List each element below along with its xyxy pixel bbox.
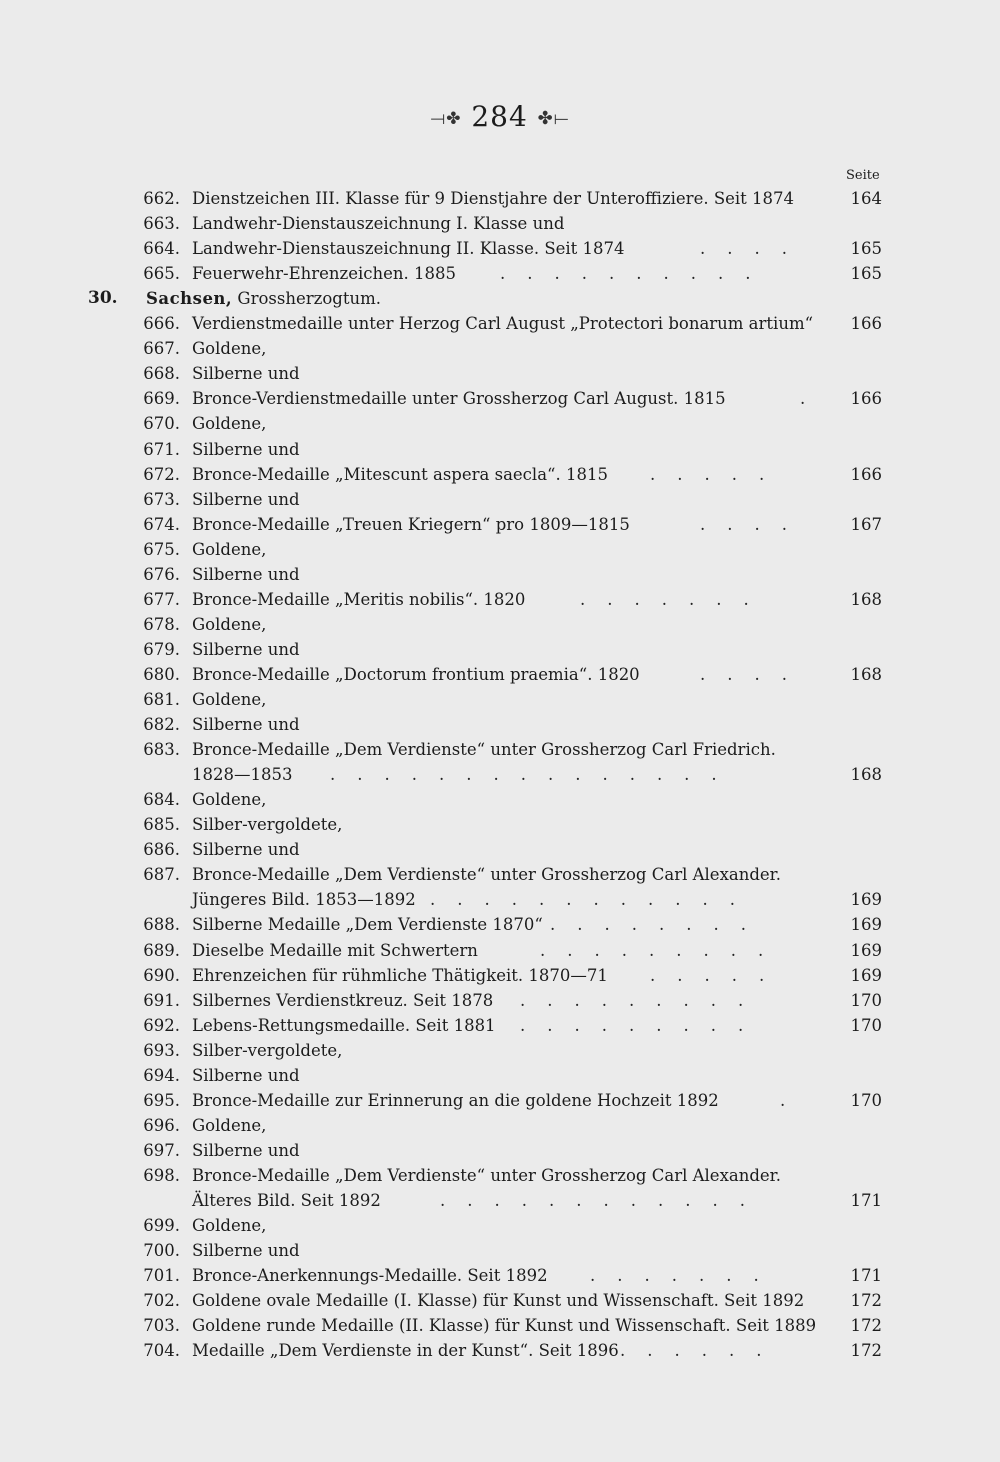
entry-number: 682.	[143, 715, 180, 735]
entry-number: 689.	[143, 940, 180, 960]
entry-number: 701.	[143, 1266, 180, 1286]
entry-number: 674.	[143, 514, 180, 534]
dot-leader: .........	[540, 940, 786, 960]
index-entry	[0, 1338, 1000, 1363]
index-entry	[0, 687, 1000, 712]
entry-number: 693.	[143, 1040, 180, 1060]
index-entry	[0, 963, 1000, 988]
section-heading	[0, 286, 1000, 311]
entry-page: 172	[850, 1316, 882, 1336]
entry-number: 684.	[143, 790, 180, 810]
entry-text: Feuerwehr-Ehrenzeichen. 1885	[192, 264, 456, 284]
entry-text: Silber-vergoldete,	[192, 1040, 343, 1060]
entry-number: 680.	[143, 664, 180, 684]
index-entry	[0, 211, 1000, 236]
dot-leader: .......	[580, 589, 771, 609]
entry-number: 703.	[143, 1316, 180, 1336]
entry-number: 673.	[143, 489, 180, 509]
entry-number: 698.	[143, 1165, 180, 1185]
entry-number: 681.	[143, 690, 180, 709]
entry-page: 165	[850, 264, 882, 284]
entry-text: Lebens-Rettungsmedaille. Seit 1881	[192, 1015, 496, 1035]
entry-page: 168	[850, 589, 882, 609]
entry-text: Silber-vergoldete,	[192, 815, 343, 835]
entry-text: Silberne und	[192, 1140, 300, 1160]
entry-page: 169	[850, 915, 882, 935]
entry-text: Bronce-Verdienstmedaille unter Grossherzog Carl August. 1815	[192, 389, 726, 409]
entry-text: Goldene,	[192, 414, 267, 434]
entry-text: Silberne Medaille „Dem Verdienste 1870“	[192, 915, 543, 935]
index-entry	[0, 1313, 1000, 1338]
entry-text: Goldene,	[192, 339, 267, 359]
dot-leader: .......	[590, 1266, 781, 1286]
entry-text: Älteres Bild. Seit 1892	[192, 1191, 381, 1210]
entry-text: Goldene,	[192, 790, 267, 810]
index-entry	[0, 487, 1000, 512]
entry-number: 702.	[143, 1291, 180, 1311]
entry-page: 167	[850, 514, 882, 534]
index-entry	[0, 311, 1000, 336]
page-number: 284	[471, 100, 528, 133]
index-entry	[0, 386, 1000, 411]
entry-text: Goldene,	[192, 539, 267, 559]
index-entry	[0, 361, 1000, 386]
entry-number: 679.	[143, 639, 180, 659]
index-entry	[0, 762, 1000, 787]
entry-text: Goldene,	[192, 1216, 267, 1236]
entry-text: Dieselbe Medaille mit Schwertern	[192, 940, 478, 960]
entry-text: 1828—1853	[192, 765, 293, 785]
entry-number: 665.	[143, 264, 180, 284]
entry-page: 169	[850, 965, 882, 985]
entry-text: Silberne und	[192, 364, 300, 384]
entry-number: 672.	[143, 464, 180, 484]
entry-text: Medaille „Dem Verdienste in der Kunst“. Seit 1896	[192, 1341, 619, 1361]
entry-text: Verdienstmedaille unter Herzog Carl August „Protectori bonarum artium“	[192, 314, 814, 334]
dot-leader: ........	[550, 915, 768, 935]
entry-number: 675.	[143, 539, 180, 559]
dot-leader: .....	[650, 464, 787, 484]
entry-number: 678.	[143, 614, 180, 634]
dot-leader: ....	[700, 239, 809, 259]
entry-number: 695.	[143, 1090, 180, 1110]
column-header-seite: Seite	[846, 168, 880, 183]
index-entry	[0, 1263, 1000, 1288]
entry-text: Bronce-Medaille zur Erinnerung an die goldene Hochzeit 1892	[192, 1090, 719, 1110]
entry-number: 662.	[143, 189, 180, 208]
entry-page: 171	[850, 1266, 882, 1286]
index-entry	[0, 988, 1000, 1013]
entry-text: Bronce-Medaille „Dem Verdienste“ unter Grossherzog Carl Friedrich.	[192, 740, 776, 760]
entry-number: 671.	[143, 439, 180, 459]
index-entry	[0, 261, 1000, 286]
index-entry	[0, 186, 1000, 211]
index-entry	[0, 437, 1000, 462]
dot-leader: ...............	[330, 765, 739, 785]
entry-page: 172	[850, 1341, 882, 1361]
index-entry	[0, 562, 1000, 587]
index-entry	[0, 537, 1000, 562]
entry-text: Dienstzeichen III. Klasse für 9 Dienstjahre der Unteroffiziere. Seit 1874	[192, 189, 795, 208]
index-entry	[0, 1238, 1000, 1263]
entry-number: 694.	[143, 1065, 180, 1085]
index-entry	[0, 336, 1000, 361]
dot-leader: ............	[430, 890, 757, 910]
entry-page: 170	[850, 1090, 882, 1110]
index-entry	[0, 462, 1000, 487]
dot-leader: .....	[650, 965, 787, 985]
index-entry	[0, 812, 1000, 837]
entry-text: Silberne und	[192, 1241, 300, 1261]
dot-leader: ............	[440, 1191, 767, 1210]
entry-text: Goldene ovale Medaille (I. Klasse) für Kunst und Wissenschaft. Seit 1892	[192, 1291, 805, 1311]
entry-number: 696.	[143, 1115, 180, 1135]
entry-page: 169	[850, 890, 882, 910]
dot-leader: .........	[520, 1015, 766, 1035]
section-title: Sachsen, Grossherzogtum.	[146, 289, 381, 309]
entry-number: 664.	[143, 239, 180, 259]
entry-text: Bronce-Anerkennungs-Medaille. Seit 1892	[192, 1266, 548, 1286]
index-entry	[0, 712, 1000, 737]
index-entry	[0, 837, 1000, 862]
dot-leader: ..........	[500, 264, 773, 284]
entry-page: 168	[850, 765, 882, 785]
entry-page: 169	[850, 940, 882, 960]
entry-number: 667.	[143, 339, 180, 359]
entry-text: Silberne und	[192, 1065, 300, 1085]
entry-text: Silberne und	[192, 840, 300, 860]
entry-number: 676.	[143, 564, 180, 584]
entry-text: Silberne und	[192, 639, 300, 659]
index-entry	[0, 862, 1000, 887]
entry-text: Silberne und	[192, 439, 300, 459]
entry-text: Bronce-Medaille „Doctorum frontium praemia“. 1820	[192, 664, 640, 684]
entry-text: Goldene,	[192, 614, 267, 634]
entry-number: 686.	[143, 840, 180, 860]
index-entry	[0, 236, 1000, 261]
entry-number: 687.	[143, 865, 180, 885]
entry-text: Bronce-Medaille „Meritis nobilis“. 1820	[192, 589, 526, 609]
entry-text: Bronce-Medaille „Treuen Kriegern“ pro 1809—1815	[192, 514, 630, 534]
page-number-header	[0, 100, 1000, 133]
index-entry	[0, 912, 1000, 937]
entry-text: Silberne und	[192, 489, 300, 509]
index-entry	[0, 1113, 1000, 1138]
index-entry	[0, 637, 1000, 662]
entry-page: 170	[850, 1015, 882, 1035]
index-entry	[0, 887, 1000, 912]
entry-text: Goldene,	[192, 1115, 267, 1135]
entry-text: Goldene runde Medaille (II. Klasse) für Kunst und Wissenschaft. Seit 1889	[192, 1316, 817, 1336]
entry-number: 700.	[143, 1241, 180, 1261]
index-entry	[0, 737, 1000, 762]
entry-number: 697.	[143, 1140, 180, 1160]
entry-text: Jüngeres Bild. 1853—1892	[192, 890, 416, 910]
entry-number: 691.	[143, 990, 180, 1010]
entry-page: 170	[850, 990, 882, 1010]
index-entry	[0, 787, 1000, 812]
entry-page: 166	[850, 389, 882, 409]
index-entry	[0, 1063, 1000, 1088]
index-entry	[0, 512, 1000, 537]
right-ornament-icon: ✤⟝	[537, 108, 570, 129]
entry-text: Bronce-Medaille „Dem Verdienste“ unter Grossherzog Carl Alexander.	[192, 1165, 781, 1185]
entry-page: 171	[850, 1191, 882, 1210]
entry-page: 172	[850, 1291, 882, 1311]
entry-page: 166	[850, 464, 882, 484]
entry-page: 165	[850, 239, 882, 259]
index-entry	[0, 612, 1000, 637]
index-entry	[0, 1013, 1000, 1038]
entry-text: Goldene,	[192, 690, 267, 709]
entry-number: 666.	[143, 314, 180, 334]
entry-text: Silberne und	[192, 715, 300, 735]
index-entry	[0, 1038, 1000, 1063]
dot-leader: .	[780, 1090, 808, 1110]
section-number: 30.	[88, 288, 118, 309]
index-entry	[0, 1213, 1000, 1238]
entry-number: 690.	[143, 965, 180, 985]
dot-leader: ....	[700, 664, 809, 684]
entry-number: 677.	[143, 589, 180, 609]
entry-text: Ehrenzeichen für rühmliche Thätigkeit. 1870—71	[192, 965, 608, 985]
dot-leader: ......	[620, 1341, 784, 1361]
index-entry	[0, 938, 1000, 963]
entry-number: 668.	[143, 364, 180, 384]
entry-number: 663.	[143, 214, 180, 234]
entry-page: 164	[850, 189, 882, 208]
entry-text: Silberne und	[192, 564, 300, 584]
entry-number: 704.	[143, 1341, 180, 1361]
entry-number: 669.	[143, 389, 180, 409]
entry-number: 699.	[143, 1216, 180, 1236]
entry-text: Silbernes Verdienstkreuz. Seit 1878	[192, 990, 494, 1010]
index-entry	[0, 1188, 1000, 1213]
entry-number: 692.	[143, 1015, 180, 1035]
dot-leader: .	[800, 389, 828, 409]
dot-leader: .........	[520, 990, 766, 1010]
entry-number: 688.	[143, 915, 180, 935]
index-entry	[0, 587, 1000, 612]
index-entry	[0, 1288, 1000, 1313]
index-entry	[0, 1138, 1000, 1163]
entry-page: 168	[850, 664, 882, 684]
index-entry	[0, 1088, 1000, 1113]
entry-text: Landwehr-Dienstauszeichnung II. Klasse. Seit 1874	[192, 239, 625, 259]
index-entry	[0, 411, 1000, 436]
index-entry	[0, 1163, 1000, 1188]
entry-number: 685.	[143, 815, 180, 835]
entry-page: 166	[850, 314, 882, 334]
entry-text: Landwehr-Dienstauszeichnung I. Klasse und	[192, 214, 565, 234]
left-ornament-icon: ⟞✤	[430, 108, 462, 129]
index-entry	[0, 662, 1000, 687]
entry-text: Bronce-Medaille „Mitescunt aspera saecla“. 1815	[192, 464, 608, 484]
entry-number: 683.	[143, 740, 180, 760]
entry-text: Bronce-Medaille „Dem Verdienste“ unter Grossherzog Carl Alexander.	[192, 865, 781, 885]
entry-number: 670.	[143, 414, 180, 434]
dot-leader: ....	[700, 514, 809, 534]
